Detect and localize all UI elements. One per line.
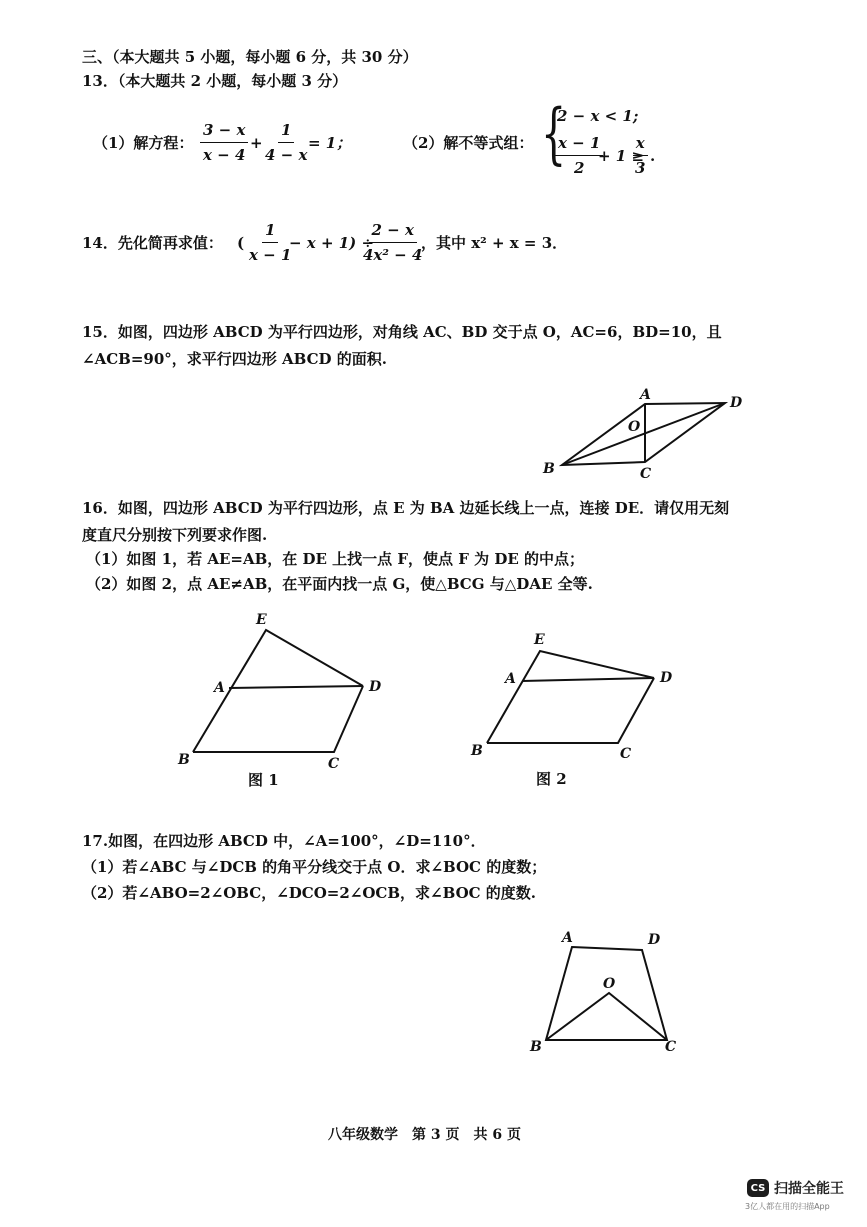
q13-part1-rhs: = 1； <box>308 134 352 152</box>
scanner-watermark <box>747 1178 844 1198</box>
q17-part-1: （1）若∠ABC 与∠DCB 的角平分线交于点 O．求∠BOC 的度数； <box>82 858 547 876</box>
figure-2-caption: 图 2 <box>536 770 567 788</box>
fraction-numerator: x <box>633 134 648 156</box>
point-label-d: D <box>369 679 382 695</box>
q16-line-1: 16．如图，四边形 ABCD 为平行四边形，点 E 为 BA 边延长线上一点，连接 DE．请仅用无刻 <box>82 499 730 517</box>
q14-condition: ，其中 x² + x = 3． <box>421 234 568 252</box>
q17-part-2: （2）若∠ABO=2∠OBC，∠DCO=2∠OCB，求∠BOC 的度数. <box>82 884 537 902</box>
point-label-a: A <box>562 930 573 946</box>
fraction-denominator: 4x² − 4 <box>363 246 423 264</box>
point-label-d: D <box>730 395 743 411</box>
watermark-tagline: 3亿人都在用的扫描App <box>745 1202 830 1211</box>
point-label-e: E <box>256 612 267 628</box>
point-label-a: A <box>214 680 225 696</box>
figure-1-caption: 图 1 <box>248 771 279 789</box>
point-label-c: C <box>640 466 652 482</box>
point-label-b: B <box>471 743 483 759</box>
plus-sign: + <box>250 134 263 152</box>
q13-part2-label: （2）解不等式组： <box>403 134 534 152</box>
q15-line-1: 15．如图，四边形 ABCD 为平行四边形，对角线 AC、BD 交于点 O，AC=6，BD=10，且 <box>82 323 722 341</box>
point-label-a: A <box>505 671 516 687</box>
page-footer: 八年级数学 第 3 页 共 6 页 <box>328 1127 521 1143</box>
q13-header: 13．（本大题共 2 小题，每小题 3 分） <box>82 72 348 90</box>
q13-part1-label: （1）解方程： <box>93 134 194 152</box>
point-label-b: B <box>530 1039 542 1055</box>
q16-part-1: （1）如图 1，若 AE=AB，在 DE 上找一点 F，使点 F 为 DE 的中点； <box>86 550 585 568</box>
fraction-denominator: 3 <box>635 159 646 177</box>
fraction-numerator: x − 1 <box>555 134 603 156</box>
q14-open-paren: ( <box>237 234 245 252</box>
point-label-d: D <box>660 670 673 686</box>
point-label-d: D <box>648 932 661 948</box>
watermark-app-name: 扫描全能王 <box>774 1181 844 1197</box>
fraction-denominator: x − 4 <box>203 146 246 164</box>
q13-part2-period: . <box>650 147 656 165</box>
fraction-denominator: x − 1 <box>249 246 292 264</box>
q15-line-2: ∠ACB=90°，求平行四边形 ABCD 的面积. <box>82 350 387 368</box>
point-label-e: E <box>534 632 545 648</box>
fraction-numerator: 1 <box>262 221 278 243</box>
fraction-numerator: 2 − x <box>369 221 417 243</box>
q16-part-2: （2）如图 2，点 AE≠AB，在平面内找一点 G，使△BCG 与△DAE 全等. <box>86 575 593 593</box>
point-label-b: B <box>178 752 190 768</box>
point-label-o: O <box>628 419 641 435</box>
q16-line-2: 度直尺分别按下列要求作图. <box>82 526 268 544</box>
q14-middle: − x + 1) ÷ <box>289 234 375 252</box>
cs-logo-icon: CS <box>747 1179 769 1197</box>
point-label-b: B <box>543 461 555 477</box>
point-label-c: C <box>665 1039 677 1055</box>
segments-bo-oc <box>546 993 667 1040</box>
fraction-numerator: 1 <box>278 121 294 143</box>
point-label-o: O <box>603 976 616 992</box>
left-brace: { <box>541 95 567 172</box>
q13-part2-inequality-1: 2 − x < 1; <box>557 107 639 125</box>
fraction-denominator: 2 <box>573 159 585 177</box>
q14-label: 14．先化简再求值： <box>82 234 223 252</box>
q13-part2-middle: + 1 ≥ <box>598 147 645 165</box>
point-label-a: A <box>640 387 651 403</box>
fraction-numerator: 3 − x <box>200 121 248 143</box>
section-heading: 三、（本大题共 5 小题，每小题 6 分，共 30 分） <box>82 48 418 66</box>
point-label-c: C <box>620 746 632 762</box>
point-label-c: C <box>328 756 340 772</box>
fraction-denominator: 4 − x <box>265 146 308 164</box>
q17-line-1: 17.如图，在四边形 ABCD 中，∠A=100°，∠D=110°． <box>82 832 486 850</box>
